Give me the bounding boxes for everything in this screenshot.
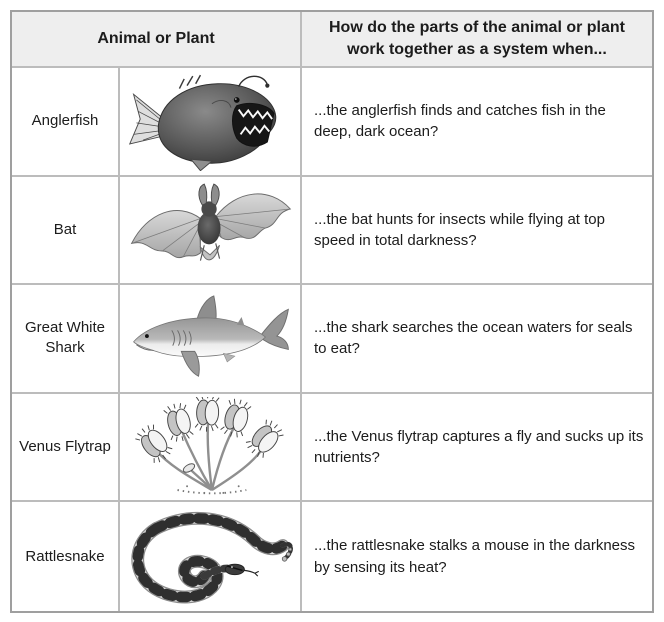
rattlesnake-eye: [231, 566, 233, 568]
anglerfish-eye: [234, 97, 240, 103]
table-row-shark-question-cell: [302, 285, 652, 394]
animal-name-label: Rattlesnake: [25, 547, 105, 565]
table-row-rattlesnake-name-cell: [12, 502, 120, 611]
animal-name-label: Great White Shark: [24, 319, 106, 357]
table-row-venus-flytrap-name-cell: [12, 394, 120, 503]
great-white-shark-illustration: [124, 288, 296, 388]
table-row-shark-image-cell: [120, 285, 302, 394]
table-row-venus-flytrap-image-cell: [120, 394, 302, 503]
shark-pectoral-fin: [181, 352, 199, 377]
table-row-anglerfish-name-cell: [12, 68, 120, 177]
header-label-animal-or-plant: Animal or Plant: [97, 30, 215, 48]
question-text: ...the anglerfish finds and catches fish in the deep, dark ocean?: [314, 102, 606, 141]
table-row-shark-name-cell: [12, 285, 120, 394]
rattlesnake-tongue: [244, 570, 258, 576]
shark-tail-fin: [262, 310, 289, 350]
table-row-anglerfish-image-cell: [120, 68, 302, 177]
question-text: ...the shark searches the ocean waters for seals to eat?: [314, 319, 633, 358]
animal-name-label: Anglerfish: [31, 112, 99, 130]
anglerfish-lure: [239, 77, 270, 88]
anglerfish-pectoral-fin: [191, 160, 212, 171]
table-row-venus-flytrap-question-cell: [302, 394, 652, 503]
venus-flytrap-illustration: [124, 397, 296, 497]
bat-body: [198, 212, 221, 244]
question-text: ...the bat hunts for insects while flying at top speed in total darkness?: [314, 210, 605, 249]
table-row-anglerfish-question-cell: [302, 68, 652, 177]
bat-right-wing: [215, 194, 290, 240]
rattlesnake-body: [138, 518, 283, 597]
animal-name-label: Venus Flytrap: [19, 437, 111, 455]
rattlesnake-illustration: [124, 507, 296, 607]
shark-eye: [145, 335, 149, 339]
venus-flytrap-soil: [178, 490, 247, 493]
bat-left-wing: [132, 210, 201, 257]
shark-second-dorsal-fin: [237, 317, 245, 326]
shark-dorsal-fin: [197, 296, 216, 321]
animal-plant-systems-table: [10, 10, 654, 613]
table-row-bat-name-cell: [12, 177, 120, 286]
table-row-rattlesnake-image-cell: [120, 502, 302, 611]
anglerfish-illustration: [124, 71, 296, 171]
bat-illustration: [124, 180, 296, 280]
header-label-question: How do the parts of the animal or plant work together as a system when...: [328, 19, 625, 58]
header-cell-animal-or-plant: [12, 12, 302, 68]
animal-name-label: Bat: [53, 220, 77, 238]
anglerfish-tail-fin: [130, 95, 164, 145]
question-text: ...the Venus flytrap captures a fly and sucks up its nutrients?: [314, 427, 644, 467]
question-text: ...the rattlesnake stalks a mouse in the darkness by sensing its heat?: [314, 537, 635, 576]
shark-pelvic-fin: [223, 354, 234, 363]
table-row-rattlesnake-question-cell: [302, 502, 652, 611]
header-cell-question: [302, 12, 652, 68]
table-row-bat-image-cell: [120, 177, 302, 286]
table-row-bat-question-cell: [302, 177, 652, 286]
